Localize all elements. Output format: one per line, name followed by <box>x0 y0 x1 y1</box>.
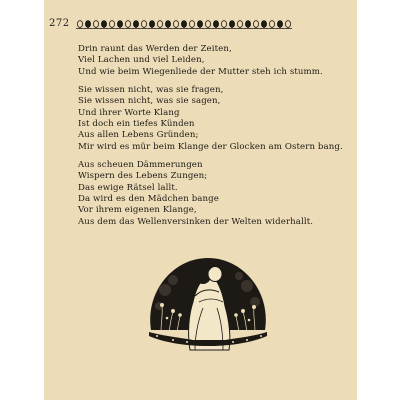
ornament-bud <box>109 21 114 28</box>
poem-line: Sie wissen nicht, was sie fragen, <box>78 84 224 95</box>
ornament-bud <box>253 21 258 28</box>
floral-border-ornament-icon <box>76 17 292 31</box>
poem-line: Das ewige Rätsel lallt. <box>78 182 178 193</box>
ornament-bud <box>157 21 162 28</box>
poem <box>78 44 343 235</box>
poem-line: Sie wissen nicht, was sie sagen, <box>78 96 221 107</box>
poem-line: Viel Lachen und viel Leiden, <box>78 55 205 66</box>
ornament-bud <box>149 21 154 28</box>
ornament-bud <box>269 21 274 28</box>
poem-line: Und ihrer Worte Klang <box>78 107 180 118</box>
ornament-bud <box>117 21 122 28</box>
poem-line: Drin raunt das Werden der Zeiten, <box>78 44 232 54</box>
ornament-bud <box>77 21 82 28</box>
ornament-bud <box>189 21 194 28</box>
poem-line: Aus scheuen Dämmerungen <box>78 159 203 170</box>
ornament-bud <box>101 21 106 28</box>
poem-line: Und wie beim Wiegenliede der Mutter steh ich stumm. <box>78 66 323 77</box>
ornament-bud <box>133 21 138 28</box>
ornament-bud <box>213 21 218 28</box>
ornament-bud <box>93 21 98 28</box>
poem-line: Aus dem das Wellenversinken der Welten widerhallt. <box>78 216 314 227</box>
ornament-bud <box>245 21 250 28</box>
ornament-bud <box>125 21 130 28</box>
poem-line: Mir wird es mür beim Klange der Glocken am Ostern bang. <box>78 141 343 152</box>
stanza-2 <box>78 84 343 153</box>
page-number: 272 <box>49 18 70 29</box>
poem-line: Wispern des Lebens Zungen; <box>78 171 208 182</box>
ornament-bud <box>85 21 90 28</box>
ornament-bud <box>221 21 226 28</box>
poem-line: Da wird es den Mädchen bange <box>78 194 219 205</box>
ornament-bud <box>141 21 146 28</box>
ornament-bud <box>165 21 170 28</box>
ornament-bud <box>205 21 210 28</box>
ornament-bud <box>237 21 242 28</box>
poem-line: Aus allen Lebens Gründen; <box>78 130 199 141</box>
ornament-bud <box>181 21 186 28</box>
two-girls-embracing-vignette-icon <box>143 252 273 352</box>
stanza-3 <box>78 160 318 228</box>
ornament-bud <box>285 21 290 28</box>
poem-line: Vor ihrem eigenen Klange, <box>78 205 197 216</box>
ornament-bud <box>173 21 178 28</box>
ornament-bud <box>277 21 282 28</box>
ornament-bud <box>229 21 234 28</box>
stanza-1 <box>78 44 323 78</box>
ornament-bud <box>261 21 266 28</box>
poem-line: Ist doch ein tiefes Künden <box>78 119 195 130</box>
ornament-bud <box>197 21 202 28</box>
